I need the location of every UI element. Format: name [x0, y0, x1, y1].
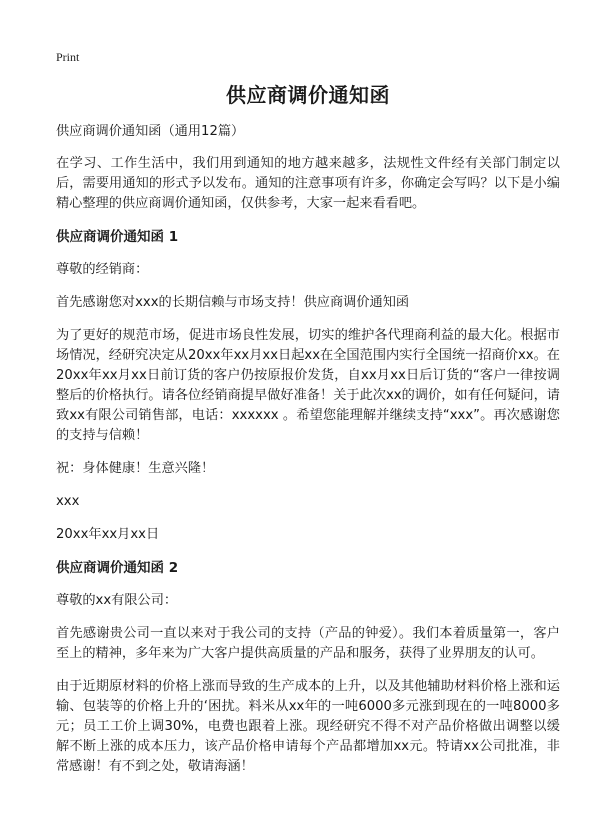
section-heading-1: 供应商调价通知函 1: [56, 229, 179, 245]
section-2-paragraph: 由于近期原材料的价格上涨而导致的生产成本的上升，以及其他辅助材料价格上涨和运输、包装等的价格上升的‘困扰。料米从xx年的一吨6000多元涨到现在的一吨8000多元；员工工价上调30%，电费也跟着上涨。现经研究不得不对产品价格做出调整以缓解不断上涨的成本压力，该产品价格申请每个产品都增加xx元。特请xx公司批准，非常感谢！有不到之处，敬请海涵！: [56, 679, 560, 774]
print-button[interactable]: Print: [56, 50, 80, 64]
intro-paragraph: 在学习、工作生活中，我们用到通知的地方越来越多，法规性文件经有关部门制定以后，需要用通知的形式予以发布。通知的注意事项有许多，你确定会写吗？以下是小编精心整理的供应商调价通知函，仅供参考，大家一起来看看吧。: [56, 156, 560, 211]
document-subtitle: 供应商调价通知函（通用12篇）: [56, 124, 245, 139]
section-1-signature: xxx: [56, 494, 80, 509]
page-title: 供应商调价通知函: [226, 83, 390, 107]
section-1-closing: 祝：身体健康！生意兴隆！: [56, 461, 215, 476]
section-2-greeting: 尊敬的xx有限公司：: [56, 593, 178, 608]
section-heading-2: 供应商调价通知函 2: [56, 560, 179, 576]
section-1-date: 20xx年xx月xx日: [56, 527, 160, 542]
section-2-paragraph: 首先感谢贵公司一直以来对于我公司的支持（产品的钟爱）。我们本着质量第一，客户至上的精神，多年来为广大客户提供高质量的产品和服务，获得了业界朋友的认可。: [56, 626, 560, 661]
section-1-greeting: 尊敬的经销商：: [56, 262, 149, 277]
section-1-paragraph: 为了更好的规范市场，促进市场良性发展，切实的维护各代理商利益的最大化。根据市场情况，经研究决定从20xx年xx月xx日起xx在全国范围内实行全国统一招商价xx。在20xx年xx月xx日前订货的客户仍按原报价发货，自xx月xx日后订货的“客户一律按调整后的价格执行。请各位经销商提早做好准备！关于此次xx的调价，如有任何疑问，请致xx有限公司销售部，电话：xxxxxx 。希望您能理解并继续支持“xxx”。再次感谢您的支持与信赖！: [56, 328, 560, 443]
section-1-paragraph: 首先感谢您对xxx的长期信赖与市场支持！供应商调价通知函: [56, 295, 410, 310]
